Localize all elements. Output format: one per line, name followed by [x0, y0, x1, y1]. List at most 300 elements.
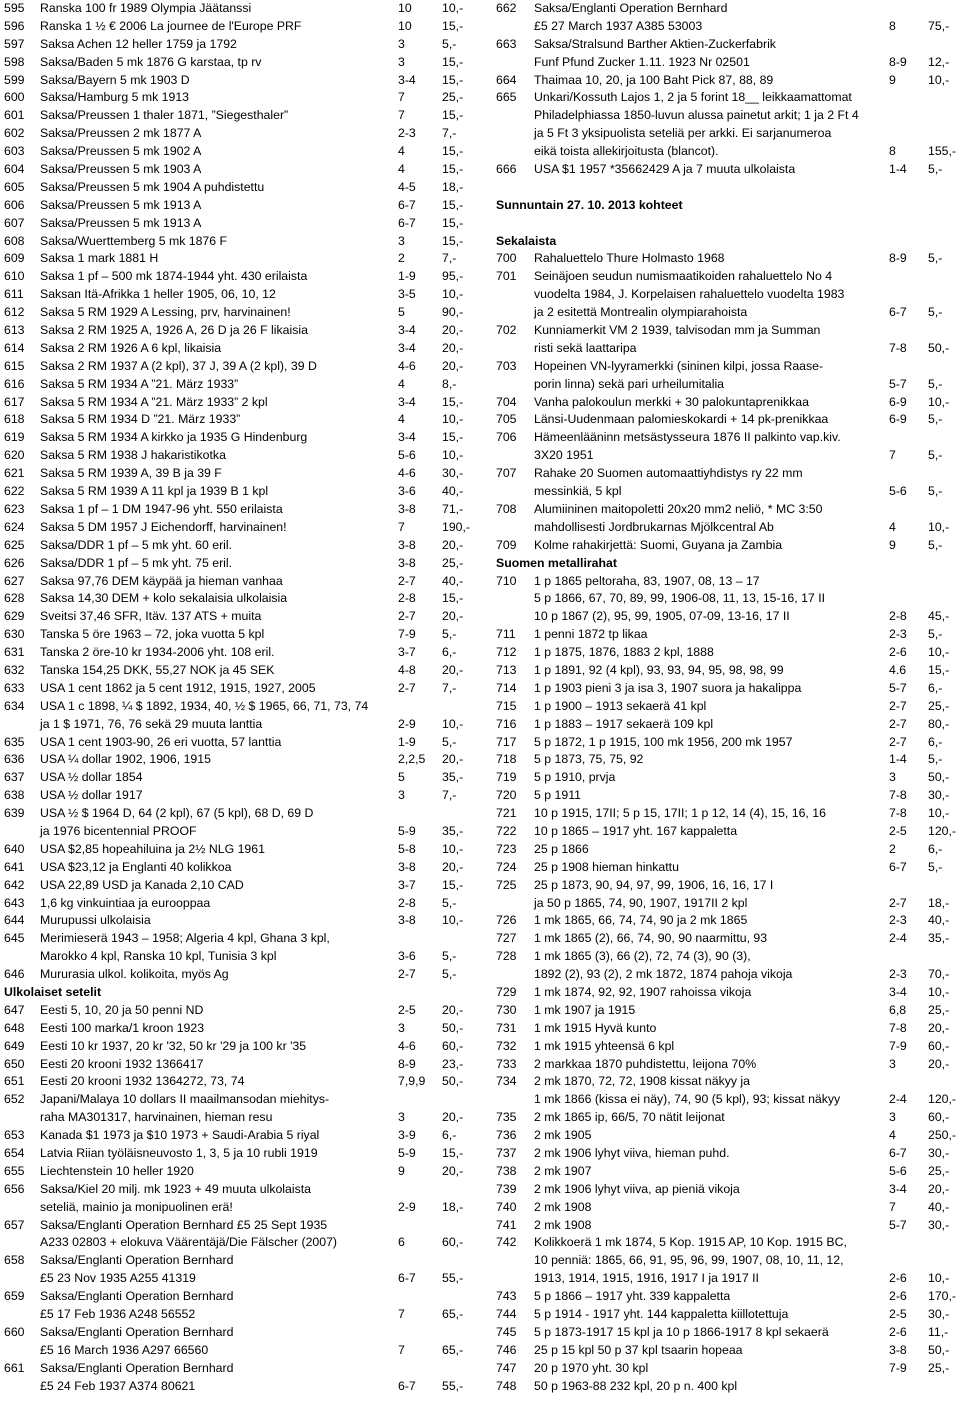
lot-condition: 2-3: [398, 126, 416, 141]
lot-price: 15,-: [442, 162, 464, 177]
lot-description: Rahaluettelo Thure Holmasto 1968: [534, 251, 725, 266]
lot-condition: 6-9: [889, 394, 907, 409]
lot-price: 5,-: [442, 36, 457, 51]
lot-description: Saksa/Wuerttemberg 5 mk 1876 F: [40, 233, 228, 248]
lot-number: 743: [496, 1289, 517, 1304]
lot-condition: 2-5: [889, 823, 907, 838]
lot-price: 18,-: [928, 895, 950, 910]
lot-price: 7,-: [442, 126, 457, 141]
lot-row: [496, 1306, 956, 1324]
lot-number: 645: [4, 931, 25, 946]
lot-number: 639: [4, 806, 25, 821]
lot-description: Kanada $1 1973 ja $10 1973 + Saudi-Arabia 5 riyal: [40, 1128, 320, 1143]
lot-row: [496, 36, 956, 54]
lot-number: 745: [496, 1324, 517, 1339]
lot-row: [496, 72, 956, 90]
lot-description: 5 p 1866, 67, 70, 89, 99, 1906-08, 11, 13, 15-16, 17 II: [534, 591, 826, 606]
lot-description: Saksa/Englanti Operation Bernhard: [40, 1289, 234, 1304]
lot-price: 5,-: [928, 448, 943, 463]
lot-row-continuation: [496, 895, 956, 913]
lot-condition: 1-4: [889, 752, 907, 767]
lot-row: [4, 483, 470, 501]
lot-description: 1 p 1865 peltoraha, 83, 1907, 08, 13 – 17: [534, 573, 760, 588]
lot-description: Eesti 20 krooni 1932 1366417: [40, 1056, 204, 1071]
lot-row-continuation: [496, 340, 956, 358]
lot-row: [496, 626, 956, 644]
lot-description: USA $1 1957 *35662429 A ja 7 muuta ulkolaista: [534, 162, 796, 177]
lot-price: 15,-: [928, 662, 950, 677]
lot-number: 642: [4, 877, 25, 892]
lot-price: 45,-: [928, 609, 950, 624]
lot-row: [4, 680, 470, 698]
lot-description: 2 mk 1908: [534, 1199, 592, 1214]
lot-row: [496, 250, 956, 268]
lot-condition: 3: [398, 54, 405, 69]
lot-row: [496, 1109, 956, 1127]
lot-row: [496, 1199, 956, 1217]
lot-row: [496, 161, 956, 179]
lot-condition: 2-6: [889, 1271, 907, 1286]
lot-condition: 7-8: [889, 340, 907, 355]
lot-row: [496, 411, 956, 429]
lot-number: 638: [4, 788, 25, 803]
lot-number: 707: [496, 466, 517, 481]
lot-description: 1 mk 1865, 66, 74, 74, 90 ja 2 mk 1865: [534, 913, 748, 928]
lot-number: 654: [4, 1146, 25, 1160]
lot-condition: 2-4: [889, 1092, 907, 1107]
lot-condition: 6-7: [889, 1146, 907, 1160]
spacer: [496, 179, 956, 197]
lot-number: 615: [4, 358, 25, 373]
lot-number: 595: [4, 1, 25, 15]
lot-row: [4, 411, 470, 429]
lot-price: 65,-: [442, 1342, 464, 1357]
lot-number: 623: [4, 501, 25, 516]
lot-description: Liechtenstein 10 heller 1920: [40, 1163, 194, 1178]
lot-row: [4, 72, 470, 90]
lot-description: 5 p 1873-1917 15 kpl ja 10 p 1866-1917 8 kpl sekaerä: [534, 1324, 829, 1339]
lot-row: [4, 1020, 470, 1038]
lot-description: 50 p 1963-88 232 kpl, 20 p n. 400 kpl: [534, 1378, 738, 1393]
lot-number: 652: [4, 1092, 25, 1107]
lot-description: Thaimaa 10, 20, ja 100 Baht Pick 87, 88, 89: [534, 72, 774, 87]
lot-row: [496, 1234, 956, 1252]
lot-description: 1 mk 1915 yhteensä 6 kpl: [534, 1038, 675, 1053]
lot-row-continuation: [4, 1270, 470, 1288]
lot-price: 15,-: [442, 144, 464, 159]
lot-row: [4, 537, 470, 555]
lot-number: 726: [496, 913, 517, 928]
lot-number: 624: [4, 519, 25, 534]
lot-price: 10,-: [442, 448, 464, 463]
lot-number: 600: [4, 90, 25, 105]
lot-price: 10,-: [442, 287, 464, 302]
lot-condition: 3: [889, 1056, 896, 1071]
lot-price: 120,-: [928, 823, 957, 838]
lot-condition: 5-8: [398, 841, 416, 856]
lot-description: Kolikkoerä 1 mk 1874, 5 Kop. 1915 AP, 10 Kop. 1915 BC,: [534, 1235, 847, 1250]
lot-condition: 9: [889, 72, 896, 87]
lot-description: Saksa 5 RM 1939 A, 39 B ja 39 F: [40, 466, 222, 481]
lot-number: 737: [496, 1146, 517, 1160]
lot-row-continuation: [496, 590, 956, 608]
lot-number: 728: [496, 949, 517, 964]
lot-price: 20,-: [442, 609, 464, 624]
lot-price: 35,-: [442, 823, 464, 838]
lot-number: 708: [496, 501, 517, 516]
lot-condition: 7: [398, 1342, 405, 1357]
lot-price: 10,-: [442, 913, 464, 928]
lot-price: 5,-: [442, 895, 457, 910]
lot-price: 50,-: [928, 770, 950, 785]
lot-price: 30,-: [928, 1146, 950, 1160]
lot-row: [4, 912, 470, 930]
lot-row: [496, 1181, 956, 1199]
lot-price: 10,-: [928, 806, 950, 821]
lot-row: [4, 662, 470, 680]
lot-condition: 7: [889, 448, 896, 463]
lot-price: 155,-: [928, 144, 957, 159]
lot-row-continuation: [496, 966, 956, 984]
lot-condition: 4.6: [889, 662, 907, 677]
lot-description: 2 mk 1906 lyhyt viiva, ap pieniä vikoja: [534, 1181, 740, 1196]
lot-description: 2 mk 1907: [534, 1163, 592, 1178]
lot-row: [496, 501, 956, 519]
lot-number: 627: [4, 573, 25, 588]
lot-description: Länsi-Uudenmaan palomieskokardi + 14 pk-prenikkaa: [534, 412, 829, 427]
lot-price: 15,-: [442, 233, 464, 248]
lot-condition: 6-7: [398, 1378, 416, 1393]
lot-row: [4, 626, 470, 644]
lot-number: 648: [4, 1020, 25, 1035]
lot-price: 11,-: [928, 1324, 949, 1339]
lot-condition: 3-4: [398, 340, 416, 355]
lot-description: Hopeinen VN-lyyramerkki (sininen kilpi, jossa Raase-: [534, 358, 824, 373]
lot-row: [496, 698, 956, 716]
lot-number: 746: [496, 1342, 517, 1357]
lot-description: Saksa 1 mark 1881 H: [40, 251, 159, 266]
lot-description: Saksa 2 RM 1926 A 6 kpl, likaisia: [40, 340, 222, 355]
lot-description: USA $23,12 ja Englanti 40 kolikkoa: [40, 859, 232, 874]
lot-description: Saksa 5 RM 1929 A Lessing, prv, harvinainen!: [40, 305, 291, 320]
lot-row: [496, 1217, 956, 1235]
lot-description: Vanha palokoulun merkki + 30 palokuntaprenikkaa: [534, 394, 809, 409]
lot-row: [4, 930, 470, 948]
lot-description: Tanska 2 öre-10 kr 1934-2006 yht. 108 eril.: [40, 645, 275, 660]
lot-condition: 4: [398, 376, 405, 391]
lot-description: 2 mk 1865 ip, 66/5, 70 nätit leijonat: [534, 1110, 725, 1125]
lot-description: £5 16 March 1936 A297 66560: [40, 1342, 209, 1357]
lot-number: 641: [4, 859, 25, 874]
lot-price: 5,-: [928, 627, 943, 642]
lot-condition: 2-6: [889, 1289, 907, 1304]
lot-number: 608: [4, 233, 25, 248]
lot-row: [4, 215, 470, 233]
lot-number: 636: [4, 752, 25, 767]
lot-number: 704: [496, 394, 517, 409]
lot-number: 629: [4, 609, 25, 624]
lot-price: 40,-: [442, 484, 464, 499]
lot-number: 603: [4, 144, 25, 159]
lot-row: [496, 89, 956, 107]
lot-price: 40,-: [928, 1199, 950, 1214]
lot-number: 713: [496, 662, 517, 677]
lot-row: [496, 1145, 956, 1163]
lot-price: 15,-: [442, 591, 464, 606]
lot-condition: 2-6: [889, 1324, 907, 1339]
lot-condition: 4-6: [398, 466, 416, 481]
lot-price: 71,-: [442, 501, 464, 516]
lot-row-continuation: [496, 447, 956, 465]
lot-description: Mururasia ulkol. kolikoita, myös Ag: [40, 967, 229, 982]
lot-price: 35,-: [928, 931, 950, 946]
lot-number: 619: [4, 430, 25, 445]
lot-condition: 6: [398, 1235, 405, 1250]
lot-row: [496, 0, 956, 18]
lot-price: 25,-: [928, 1163, 950, 1178]
lot-condition: 2-7: [889, 698, 907, 713]
lot-condition: 8-9: [889, 54, 907, 69]
lot-price: 25,-: [928, 1360, 950, 1375]
lot-number: 748: [496, 1378, 517, 1393]
lot-number: 646: [4, 967, 25, 982]
lot-number: 731: [496, 1020, 517, 1035]
lot-row: [4, 608, 470, 626]
lot-condition: 2-7: [398, 609, 416, 624]
lot-condition: 3: [398, 233, 405, 248]
lot-description: 20 p 1970 yht. 30 kpl: [534, 1360, 649, 1375]
lot-row: [4, 107, 470, 125]
lot-row: [4, 590, 470, 608]
lot-row: [4, 322, 470, 340]
lot-description: Kolme rahakirjettä: Suomi, Guyana ja Zambia: [534, 537, 783, 552]
lot-row-continuation: [496, 519, 956, 537]
lot-price: 5,-: [928, 752, 943, 767]
lot-number: 740: [496, 1199, 517, 1214]
lot-description: Saksan Itä-Afrikka 1 heller 1905, 06, 10, 12: [40, 287, 276, 302]
lot-description: USA ¼ dollar 1902, 1906, 1915: [40, 752, 211, 767]
lot-price: 15,-: [442, 394, 464, 409]
lot-number: 649: [4, 1038, 25, 1053]
lot-description: 1 mk 1866 (kissa ei näy), 74, 90 (5 kpl), 93; kissat näkyy: [534, 1092, 841, 1107]
lot-row: [496, 1073, 956, 1091]
lot-row: [4, 859, 470, 877]
lot-row: [496, 1288, 956, 1306]
lot-row: [496, 662, 956, 680]
lot-number: 720: [496, 788, 517, 803]
lot-number: 703: [496, 358, 517, 373]
lot-price: 5,-: [928, 859, 943, 874]
lot-condition: 5-6: [889, 1163, 907, 1178]
lot-number: 729: [496, 984, 517, 999]
lot-description: Saksa/Preussen 5 mk 1913 A: [40, 197, 202, 212]
lot-price: 20,-: [442, 662, 464, 677]
lot-number: 722: [496, 823, 517, 838]
lot-description: ja 1 $ 1971, 76, 76 sekä 29 muuta lanttia: [40, 716, 263, 731]
lot-condition: 1-4: [889, 162, 907, 177]
lot-row: [496, 429, 956, 447]
section-heading: Ulkolaiset setelit: [4, 984, 102, 999]
lot-row: [496, 680, 956, 698]
lot-description: £5 24 Feb 1937 A374 80621: [40, 1378, 196, 1393]
lot-description: Merimieserä 1943 – 1958; Algeria 4 kpl, Ghana 3 kpl,: [40, 931, 330, 946]
lot-number: 630: [4, 627, 25, 642]
lot-description: Eesti 100 marka/1 kroon 1923: [40, 1020, 205, 1035]
lot-description: Saksa 1 pf – 500 mk 1874-1944 yht. 430 erilaista: [40, 269, 308, 284]
lot-price: 15,-: [442, 108, 464, 123]
lot-number: 719: [496, 770, 517, 785]
lot-description: Saksa/Bayern 5 mk 1903 D: [40, 72, 190, 87]
lot-condition: 7: [889, 1199, 896, 1214]
lot-description: 10 p 1865 – 1917 yht. 167 kappaletta: [534, 823, 738, 838]
lot-price: 6,-: [928, 841, 943, 856]
lot-number: 736: [496, 1128, 517, 1143]
spacer: [496, 215, 956, 233]
lot-description: USA 1 cent 1903-90, 26 eri vuotta, 57 lanttia: [40, 734, 282, 749]
lot-row: [4, 358, 470, 376]
lot-price: 6,-: [928, 680, 943, 695]
section-heading: Sunnuntain 27. 10. 2013 kohteet: [496, 197, 683, 212]
lot-description: 5 p 1914 - 1917 yht. 144 kappaletta kiillotettuja: [534, 1307, 789, 1322]
lot-price: 40,-: [442, 573, 464, 588]
lot-number: 724: [496, 859, 517, 874]
lot-condition: 2-9: [398, 1199, 416, 1214]
lot-number: 712: [496, 645, 517, 660]
lot-condition: 3-8: [398, 859, 416, 874]
lot-condition: 7-8: [889, 1020, 907, 1035]
lot-condition: 7: [398, 90, 405, 105]
lot-row: [496, 877, 956, 895]
lot-number: 622: [4, 484, 25, 499]
lot-condition: 2,2,5: [398, 752, 426, 767]
lot-row: [4, 429, 470, 447]
lot-condition: 4: [398, 412, 405, 427]
lot-condition: 3-8: [889, 1342, 907, 1357]
lot-description: 5 p 1910, prvja: [534, 770, 616, 785]
lot-price: 7,-: [442, 788, 457, 803]
lot-condition: 6,8: [889, 1002, 907, 1017]
lot-row: [496, 984, 956, 1002]
lot-description: £5 17 Feb 1936 A248 56552: [40, 1307, 196, 1322]
lot-number: 715: [496, 698, 517, 713]
lot-price: 65,-: [442, 1307, 464, 1322]
lot-description: ja 2 esitettä Montrealin olympiarahoista: [534, 305, 748, 320]
lot-row: [496, 1378, 956, 1396]
lot-condition: 7-9: [398, 627, 416, 642]
lot-price: 5,-: [928, 376, 943, 391]
lot-description: 5 p 1873, 75, 75, 92: [534, 752, 644, 767]
lot-price: 18,-: [442, 1199, 464, 1214]
lot-number: 734: [496, 1074, 517, 1089]
lot-number: 633: [4, 680, 25, 695]
lot-number: 647: [4, 1002, 25, 1017]
lot-description: Saksa/Englanti Operation Bernhard: [40, 1253, 234, 1268]
lot-condition: 4-6: [398, 1038, 416, 1053]
lot-number: 610: [4, 269, 25, 284]
lot-price: 170,-: [928, 1289, 957, 1304]
lot-number: 662: [496, 1, 517, 15]
lot-number: 741: [496, 1217, 517, 1232]
lot-condition: 3-9: [398, 1128, 416, 1143]
lot-price: 15,-: [442, 72, 464, 87]
lot-description: USA $2,85 hopeahiluina ja 2½ NLG 1961: [40, 841, 265, 856]
lot-description: 2 mk 1905: [534, 1128, 592, 1143]
lot-price: 6,-: [928, 734, 943, 749]
lot-price: 20,-: [442, 340, 464, 355]
lot-row: [4, 36, 470, 54]
lot-condition: 3-7: [398, 645, 416, 660]
lot-price: 25,-: [928, 1002, 950, 1017]
lot-description: Saksa 5 RM 1939 A 11 kpl ja 1939 B 1 kpl: [40, 484, 269, 499]
lot-condition: 2-5: [398, 1002, 416, 1017]
lot-row: [4, 698, 470, 716]
lot-price: 10,-: [442, 412, 464, 427]
lot-price: 20,-: [928, 1056, 950, 1071]
lot-row: [496, 1056, 956, 1074]
lot-description: Saksa/Englanti Operation Bernhard: [534, 1, 728, 15]
lot-condition: 2-7: [889, 716, 907, 731]
lot-price: 20,-: [442, 1163, 464, 1178]
lot-number: 635: [4, 734, 25, 749]
lot-number: 666: [496, 162, 517, 177]
lot-condition: 3-5: [398, 287, 416, 302]
lot-price: 15,-: [442, 215, 464, 230]
lot-condition: 3-7: [398, 877, 416, 892]
lot-row: [4, 465, 470, 483]
lot-number: 620: [4, 448, 25, 463]
lot-description: Seinäjoen seudun numismaatikoiden rahaluettelo No 4: [534, 269, 833, 284]
lot-row: [496, 394, 956, 412]
lot-description: vuodelta 1984, J. Korpelaisen rahaluettelo vuodelta 1983: [534, 287, 845, 302]
lot-number: 625: [4, 537, 25, 552]
lot-description: Saksa 2 RM 1937 A (2 kpl), 37 J, 39 A (2 kpl), 39 D: [40, 358, 317, 373]
lot-row-continuation: [4, 1234, 470, 1252]
lot-condition: 4: [398, 144, 405, 159]
lot-condition: 4: [889, 1128, 896, 1143]
lot-price: 30,-: [928, 1307, 950, 1322]
lot-description: 2 mk 1870, 72, 72, 1908 kissat näkyy ja: [534, 1074, 751, 1089]
lot-condition: 2: [398, 251, 405, 266]
lot-price: 10,-: [928, 72, 950, 87]
lot-description: Funf Pfund Zucker 1.11. 1923 Nr 02501: [534, 54, 750, 69]
lot-row-continuation: [496, 1091, 956, 1109]
lot-condition: 7-8: [889, 806, 907, 821]
lot-number: 653: [4, 1128, 25, 1143]
lot-condition: 5-9: [398, 1146, 416, 1160]
lot-description: Marokko 4 kpl, Ranska 10 kpl, Tunisia 3 kpl: [40, 949, 277, 964]
lot-price: 60,-: [442, 1235, 464, 1250]
lot-condition: 7-9: [889, 1038, 907, 1053]
lot-condition: 10: [398, 1, 412, 15]
lot-condition: 2-8: [398, 591, 416, 606]
lot-description: 1 mk 1907 ja 1915: [534, 1002, 636, 1017]
lot-condition: 2-7: [398, 573, 416, 588]
lot-price: 5,-: [928, 162, 943, 177]
lot-number: 658: [4, 1253, 25, 1268]
lot-number: 700: [496, 251, 517, 266]
lot-number: 611: [4, 287, 24, 302]
lot-price: 25,-: [928, 698, 950, 713]
lot-row: [496, 322, 956, 340]
lot-row: [4, 179, 470, 197]
lot-condition: 6-7: [889, 305, 907, 320]
lot-number: 597: [4, 36, 25, 51]
lot-row: [496, 841, 956, 859]
lot-description: 1 mk 1874, 92, 92, 1907 rahoissa vikoja: [534, 984, 752, 999]
lot-price: 20,-: [442, 1002, 464, 1017]
lot-price: 15,-: [442, 54, 464, 69]
lot-description: Eesti 10 kr 1937, 20 kr '32, 50 kr '29 ja 100 kr '35: [40, 1038, 307, 1053]
